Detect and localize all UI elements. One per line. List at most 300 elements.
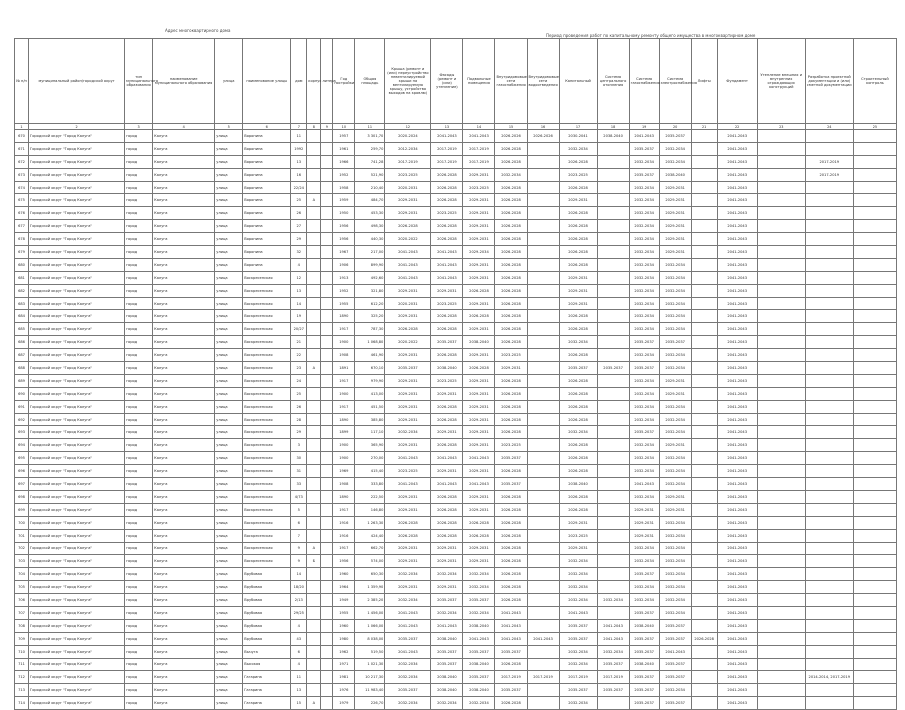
table-cell [805,181,853,194]
table-cell: 2041-2043 [385,619,431,632]
table-cell [757,555,805,568]
table-cell: 12 [291,271,307,284]
table-cell [757,297,805,310]
table-cell: Городской округ "Город Калуга" [29,194,125,207]
table-cell: 2029-2031 [463,297,495,310]
column-number: 13 [431,124,463,130]
table-cell: 13 [291,684,307,697]
table-cell: 2041-2043 [717,426,757,439]
column-number: 3 [125,124,153,130]
table-cell: 222,50 [355,490,385,503]
table-cell: 2041-2043 [463,632,495,645]
table-cell: 2041-2043 [717,284,757,297]
table-cell: улица [215,632,243,645]
table-cell: 2035-2037 [495,645,527,658]
table-cell: 2029-2031 [463,233,495,246]
table-cell: Городской округ "Город Калуга" [29,387,125,400]
table-row [15,413,897,426]
table-cell: 2035-2037 [431,594,463,607]
table-cell [321,632,333,645]
table-cell [691,130,717,143]
table-cell: 2035-2037 [659,671,691,684]
table-cell: 2041-2043 [717,490,757,503]
table-cell: город [125,181,153,194]
table-cell [321,220,333,233]
table-cell: Калуга [153,645,215,658]
table-cell [757,374,805,387]
table-cell: город [125,374,153,387]
table-cell [527,220,559,233]
table-cell: 682 [15,284,29,297]
table-cell: Калуга [153,452,215,465]
table-cell: 2032-2034 [597,594,629,607]
table-cell: 2026-2028 [495,310,527,323]
table-cell: 2032-2034 [559,594,597,607]
table-cell [757,439,805,452]
table-cell: улица [215,594,243,607]
table-cell [321,349,333,362]
table-cell: Городской округ "Город Калуга" [29,207,125,220]
table-cell: 710 [15,645,29,658]
table-cell: Калуга [153,632,215,645]
table-cell: 2017-2019 [527,671,559,684]
column-header: Система электроснабжения [659,39,691,124]
table-cell: 678 [15,233,29,246]
table-cell: Городской округ "Город Калуга" [29,555,125,568]
table-cell [757,207,805,220]
table-cell: Калуга [153,684,215,697]
table-cell [527,426,559,439]
table-cell: 1890 [333,310,355,323]
table-cell: Врубовая [243,581,291,594]
table-cell [321,465,333,478]
table-cell [853,568,896,581]
table-cell [691,542,717,555]
table-cell: 2029-2031 [659,207,691,220]
table-cell: 2017-2019 [431,155,463,168]
table-cell: 2041-2043 [431,258,463,271]
table-cell: Калуга [153,568,215,581]
table-cell: 2041-2043 [717,168,757,181]
table-cell: 451,50 [355,400,385,413]
table-cell: 217,00 [355,246,385,259]
table-cell: Воскресенская [243,297,291,310]
table-cell: Калуга [153,155,215,168]
table-cell: 2038-2040 [463,619,495,632]
table-cell [307,181,321,194]
table-cell: Воскресенская [243,529,291,542]
table-cell: 2032-2034 [629,465,659,478]
table-row [15,155,897,168]
table-cell: город [125,503,153,516]
table-cell: 2026-2028 [431,220,463,233]
table-cell: 385,80 [355,413,385,426]
table-cell [757,619,805,632]
table-cell: 1917 [333,323,355,336]
table-cell: город [125,297,153,310]
table-cell: улица [215,478,243,491]
table-cell [597,606,629,619]
table-cell: 2041-2043 [717,246,757,259]
table-cell: Городской округ "Город Калуга" [29,645,125,658]
table-cell [757,387,805,400]
table-cell: 2032-2034 [629,581,659,594]
table-cell: 30 [291,452,307,465]
table-cell: 1960 [333,619,355,632]
table-cell: 706 [15,594,29,607]
table-cell: 1955 [333,297,355,310]
table-cell [307,516,321,529]
table-cell: 1908 [333,349,355,362]
table-cell: Калуга [153,400,215,413]
table-cell [757,194,805,207]
column-number: 24 [805,124,853,130]
table-cell: 691 [15,400,29,413]
table-cell: Городской округ "Город Калуга" [29,581,125,594]
table-cell: 2041-2043 [717,258,757,271]
table-cell [757,426,805,439]
table-cell: 2023-2025 [431,297,463,310]
table-cell: 2026-2028 [559,374,597,387]
table-cell [757,542,805,555]
table-cell: Воскресенская [243,387,291,400]
table-cell: 2029-2031 [385,490,431,503]
table-cell [307,619,321,632]
table-row [15,645,897,658]
table-cell: 2032-2034 [629,400,659,413]
table-cell: 1981 [333,671,355,684]
column-number: 11 [355,124,385,130]
table-cell: улица [215,465,243,478]
table-cell [853,490,896,503]
table-cell: 2026-2028 [559,233,597,246]
table-cell: улица [215,490,243,503]
table-cell: Калуга [153,529,215,542]
table-cell [321,478,333,491]
table-cell: город [125,426,153,439]
table-cell [691,233,717,246]
table-cell [691,168,717,181]
table-cell: 10 217,30 [355,671,385,684]
table-cell: 2023-2025 [385,168,431,181]
table-cell: 1969 [333,465,355,478]
table-cell: 2032-2034 [659,529,691,542]
table-cell: 25 [291,387,307,400]
column-header: тип муниципального образования [125,39,153,124]
table-cell: 697 [15,478,29,491]
table-cell [757,658,805,671]
table-cell [597,374,629,387]
table-cell: город [125,271,153,284]
table-cell: Городской округ "Город Калуга" [29,684,125,697]
table-cell: 2041-2043 [385,452,431,465]
table-cell: 440,30 [355,233,385,246]
table-cell: 1960 [333,568,355,581]
table-cell: 2035-2037 [629,606,659,619]
table-row [15,220,897,233]
table-cell: Воронина [243,207,291,220]
table-cell [527,387,559,400]
table-cell [307,220,321,233]
table-row [15,130,897,143]
table-cell [805,362,853,375]
table-cell [597,297,629,310]
table-cell: 612,20 [355,297,385,310]
table-cell: 1 021,30 [355,658,385,671]
table-cell: 2032-2034 [463,606,495,619]
table-cell [597,439,629,452]
table-cell: 2035-2037 [629,142,659,155]
table-cell [757,632,805,645]
table-cell: Городской округ "Город Калуга" [29,529,125,542]
table-cell: Воскресенская [243,452,291,465]
table-cell [853,142,896,155]
table-cell [597,336,629,349]
table-cell: 2029-2031 [385,207,431,220]
table-cell [805,374,853,387]
table-cell: 3 301,70 [355,130,385,143]
table-cell: 16 [291,168,307,181]
table-row [15,555,897,568]
table-cell: город [125,658,153,671]
table-cell: улица [215,452,243,465]
table-cell: 2038-2040 [431,684,463,697]
table-cell: 695 [15,452,29,465]
column-number: 19 [629,124,659,130]
table-cell: 2041-2043 [717,606,757,619]
table-cell: 688 [15,362,29,375]
table-row [15,503,897,516]
table-cell: 2032-2034 [559,142,597,155]
table-cell [527,142,559,155]
table-cell [527,194,559,207]
column-number: 16 [527,124,559,130]
table-cell: Воронина [243,130,291,143]
table-cell: 685 [15,323,29,336]
table-cell: 1949 [333,594,355,607]
table-cell [853,555,896,568]
table-cell: 703 [15,555,29,568]
table-cell: улица [215,284,243,297]
table-cell: 31 [291,465,307,478]
table-cell: город [125,233,153,246]
table-cell: 2041-2043 [717,310,757,323]
table-cell: 2029-2031 [385,284,431,297]
table-cell: 2035-2037 [629,684,659,697]
table-cell: 2026-2028 [559,349,597,362]
table-cell [757,220,805,233]
table-cell: улица [215,542,243,555]
table-cell [853,233,896,246]
table-cell [527,452,559,465]
table-cell: 2029-2031 [659,374,691,387]
table-cell: 2035-2037 [597,684,629,697]
table-cell: Калуга [153,374,215,387]
table-cell: 2029-2031 [431,426,463,439]
table-cell: 2029-2031 [463,387,495,400]
table-cell: 2029-2031 [659,439,691,452]
table-cell: 22 [291,349,307,362]
table-cell: 1890 [333,490,355,503]
table-cell: 2026-2028 [495,490,527,503]
table-cell [527,310,559,323]
table-cell [321,142,333,155]
table-cell [805,207,853,220]
table-cell: Городской округ "Город Калуга" [29,503,125,516]
table-cell [757,581,805,594]
table-cell: 2032-2034 [659,349,691,362]
table-cell: 2032-2034 [629,155,659,168]
table-cell: 2032-2034 [385,658,431,671]
table-cell: 2026-2028 [495,529,527,542]
table-cell: 2029-2031 [385,310,431,323]
table-cell: 2026-2028 [495,207,527,220]
table-cell: улица [215,426,243,439]
table-cell [307,606,321,619]
table-cell [805,645,853,658]
table-cell: 2041-2043 [717,439,757,452]
table-cell: 2041-2043 [717,194,757,207]
table-row [15,516,897,529]
table-cell: 2017-2019 [431,142,463,155]
table-cell: 2029-2031 [463,465,495,478]
table-cell: город [125,645,153,658]
table-cell: 2026-2028 [431,413,463,426]
column-number: 23 [757,124,805,130]
table-cell [597,284,629,297]
table-cell: 1952 [333,284,355,297]
table-cell: 2026-2028 [495,181,527,194]
table-cell [321,233,333,246]
table-cell: Воскресенская [243,478,291,491]
table-cell [597,233,629,246]
table-cell: 2032-2034 [559,581,597,594]
table-cell: 2032-2034 [659,465,691,478]
table-cell [691,258,717,271]
table-cell: 259,70 [355,142,385,155]
table-cell: 26 [291,400,307,413]
table-cell: 1967 [333,246,355,259]
table-row [15,490,897,503]
table-cell [321,181,333,194]
table-cell: 2032-2034 [659,606,691,619]
table-cell [757,246,805,259]
column-header: Фундамент [717,39,757,124]
table-cell [527,619,559,632]
table-cell: 2032-2034 [659,684,691,697]
table-cell: 1959 [333,194,355,207]
table-cell [691,374,717,387]
table-cell [757,516,805,529]
table-cell: Городской округ "Город Калуга" [29,220,125,233]
table-cell: 705 [15,581,29,594]
table-cell: город [125,632,153,645]
column-header: Фасады (ремонт и (или) утепление) [431,39,463,124]
table-cell: 2029-2031 [463,349,495,362]
table-cell [757,645,805,658]
table-cell: город [125,465,153,478]
table-cell [757,349,805,362]
table-cell: 4 [291,658,307,671]
column-header: Год постройки [333,39,355,124]
column-header: № п/п [15,39,29,124]
table-cell: 2026-2028 [495,658,527,671]
table-row [15,581,897,594]
register-sheet [14,38,897,706]
table-cell: Городской округ "Город Калуга" [29,374,125,387]
table-cell [691,413,717,426]
table-cell: 325,20 [355,310,385,323]
column-number: 25 [853,124,896,130]
table-cell: 2026-2028 [495,555,527,568]
table-cell [307,671,321,684]
table-cell: 2041-2043 [717,323,757,336]
table-cell: город [125,439,153,452]
table-cell: 2029-2031 [463,490,495,503]
table-body [15,130,897,710]
table-cell [805,258,853,271]
table-cell: 2032-2034 [559,426,597,439]
table-cell: город [125,671,153,684]
table-cell: 2035-2037 [629,632,659,645]
table-cell: 674 [15,181,29,194]
table-cell [853,336,896,349]
table-cell: улица [215,400,243,413]
table-cell: 2035-2037 [385,362,431,375]
table-cell: 2026-2028 [495,465,527,478]
table-cell: 2026-2028 [495,594,527,607]
table-cell: 2032-2034 [629,271,659,284]
table-cell: 2038-2040 [629,658,659,671]
table-cell [597,220,629,233]
table-cell [757,465,805,478]
table-row [15,207,897,220]
table-cell [321,374,333,387]
table-cell: Врубовая [243,594,291,607]
table-cell: 1961 [333,142,355,155]
table-cell: 2035-2037 [659,336,691,349]
table-cell [307,336,321,349]
table-cell [805,581,853,594]
table-cell: 2026-2028 [495,400,527,413]
table-cell: город [125,555,153,568]
table-cell: 2035-2037 [629,568,659,581]
period-group-label: Период проведения работ по капитальному ремонту общего имущества в многоквартирном доме [546,33,756,38]
table-cell: Калуга [153,671,215,684]
table-cell: 492,60 [355,271,385,284]
table-cell [691,555,717,568]
table-cell: 24 [291,374,307,387]
table-cell: улица [215,155,243,168]
table-cell: 2041-2043 [385,271,431,284]
table-cell: Калуга [153,362,215,375]
table-cell [307,271,321,284]
table-cell: 2029-2031 [659,387,691,400]
table-cell [757,684,805,697]
table-cell: 2032-2034 [659,362,691,375]
table-cell: 2038-2040 [659,168,691,181]
column-number: 10 [333,124,355,130]
table-cell [321,207,333,220]
table-cell: улица [215,323,243,336]
table-cell [757,181,805,194]
table-cell: 6 [291,516,307,529]
table-cell: 714 [15,697,29,710]
table-cell: 2032-2034 [431,697,463,710]
table-cell: 2035-2037 [495,452,527,465]
table-cell: 2029-2031 [659,246,691,259]
table-cell [757,478,805,491]
